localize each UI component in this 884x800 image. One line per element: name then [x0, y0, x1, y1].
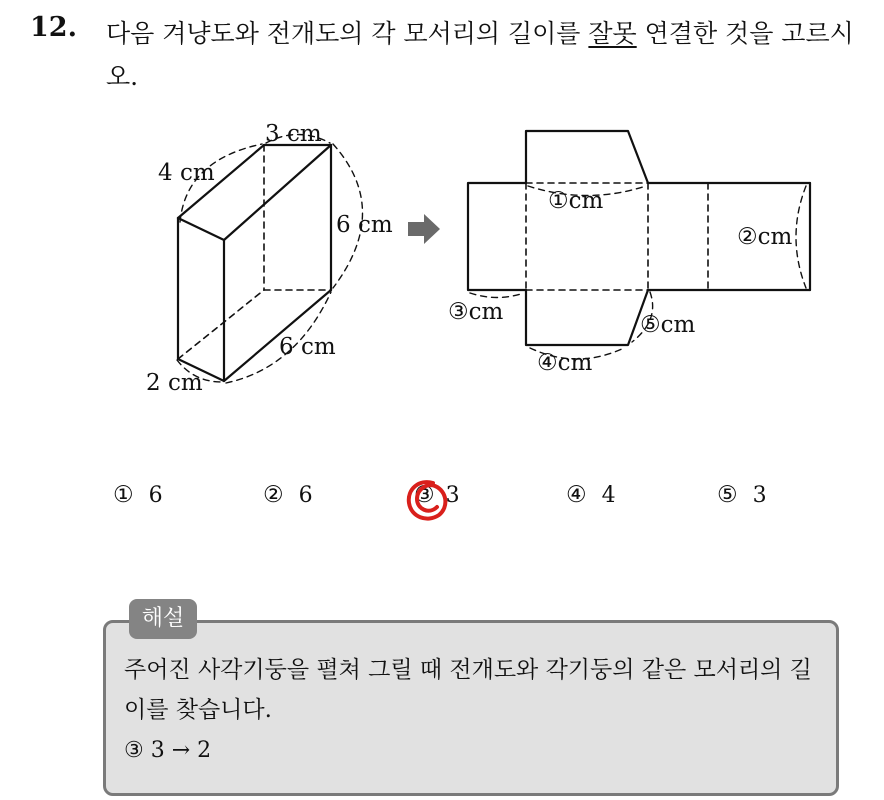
- prism-left-length-label: 4 cm: [158, 160, 215, 186]
- question-text-underlined: 잘못: [588, 19, 637, 48]
- choice-4-value: 4: [601, 483, 616, 508]
- choice-1[interactable]: [113, 482, 163, 508]
- question-number: 12.: [30, 12, 77, 43]
- choice-1-value: 6: [148, 483, 163, 508]
- question-text-before: 다음 겨냥도와 전개도의 각 모서리의 길이를: [106, 19, 589, 48]
- net-label-2: ②cm: [737, 224, 793, 250]
- net-label-1: ①cm: [548, 188, 604, 214]
- choice-3-value: 3: [445, 483, 460, 508]
- choice-4[interactable]: [566, 482, 616, 508]
- choice-5-value: 3: [752, 483, 767, 508]
- choice-5[interactable]: [717, 482, 767, 508]
- net-label-3: ③cm: [448, 299, 504, 325]
- explanation-answer: ③ 3 → 2: [124, 738, 212, 763]
- prism-depth-label: 2 cm: [146, 370, 203, 396]
- explanation-text: 주어진 사각기둥을 펼쳐 그릴 때 전개도와 각기둥의 같은 모서리의 길이를 찾습니다.: [124, 657, 812, 723]
- prism-height-label: 6 cm: [336, 212, 393, 238]
- answer-circle-mark: [403, 477, 451, 525]
- net-label-5: ⑤cm: [640, 312, 696, 338]
- choice-2-number: ②: [263, 482, 284, 508]
- explanation-label: 해설: [129, 599, 197, 639]
- choice-3-number: ③: [414, 482, 435, 508]
- prism-bottom-length-label: 6 cm: [279, 334, 336, 360]
- choice-5-number: ⑤: [717, 482, 738, 508]
- right-arrow-icon: [408, 214, 440, 244]
- question-text-after: 연결한 것을 고르시오.: [106, 19, 854, 91]
- net-label-4: ④cm: [537, 350, 593, 376]
- choice-4-number: ④: [566, 482, 587, 508]
- net-dimension-arcs: [470, 186, 806, 359]
- choice-1-number: ①: [113, 482, 134, 508]
- choice-2-value: 6: [298, 483, 313, 508]
- choice-2[interactable]: [263, 482, 313, 508]
- prism-top-length-label: 3 cm: [265, 121, 322, 147]
